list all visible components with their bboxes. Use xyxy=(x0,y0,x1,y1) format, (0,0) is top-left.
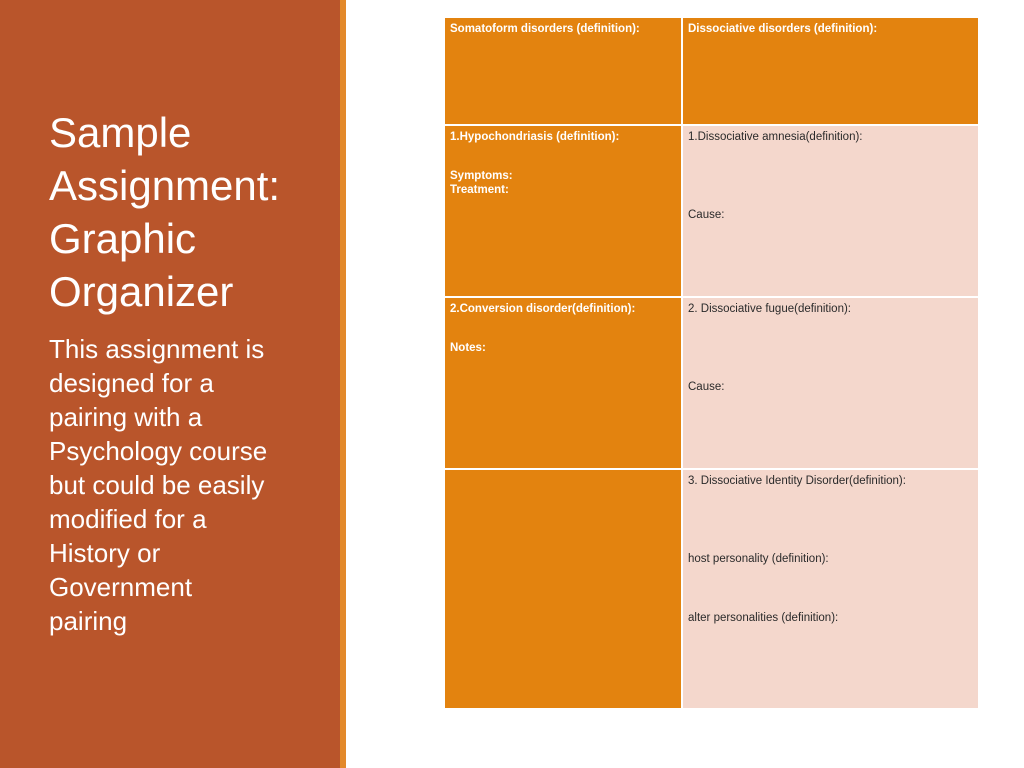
dissociative-header-label: Dissociative disorders (definition): xyxy=(688,23,878,35)
symptoms-label: Symptoms: xyxy=(450,170,513,182)
conversion-disorder-label: 2.Conversion disorder(definition): xyxy=(450,303,636,315)
amnesia-cause-label: Cause: xyxy=(688,209,725,221)
table-row-header xyxy=(444,17,979,125)
left-title-panel xyxy=(0,0,340,768)
cell-conversion-disorder xyxy=(444,297,682,469)
cell-somatoform-header xyxy=(444,17,682,125)
spacer xyxy=(688,144,973,208)
table-row-1 xyxy=(444,125,979,297)
accent-stripe xyxy=(340,0,346,768)
somatoform-header-label: Somatoform disorders (definition): xyxy=(450,23,640,35)
dissociative-fugue-label: 2. Dissociative fugue(definition): xyxy=(688,303,851,315)
cell-hypochondriasis xyxy=(444,125,682,297)
slide-subtitle: This assignment is designed for a pairing with a Psychology course but could be easily modified for a History or Government pairing xyxy=(49,334,268,636)
dissociative-amnesia-label: 1.Dissociative amnesia(definition): xyxy=(688,131,863,143)
did-label: 3. Dissociative Identity Disorder(definition): xyxy=(688,475,906,487)
spacer xyxy=(688,488,973,552)
hypochondriasis-label: 1.Hypochondriasis (definition): xyxy=(450,131,620,143)
cell-dissociative-identity-disorder xyxy=(682,469,979,709)
cell-dissociative-amnesia xyxy=(682,125,979,297)
graphic-organizer-table xyxy=(443,16,980,710)
slide-title: Sample Assignment: Graphic Organizer xyxy=(49,109,281,315)
table-row-2 xyxy=(444,297,979,469)
cell-dissociative-fugue xyxy=(682,297,979,469)
fugue-cause-label: Cause: xyxy=(688,381,725,393)
spacer xyxy=(688,566,973,611)
notes-label: Notes: xyxy=(450,342,486,354)
alter-personalities-label: alter personalities (definition): xyxy=(688,612,839,624)
spacer xyxy=(688,316,973,380)
cell-dissociative-header xyxy=(682,17,979,125)
cell-empty xyxy=(444,469,682,709)
spacer xyxy=(450,144,676,169)
host-personality-label: host personality (definition): xyxy=(688,553,829,565)
treatment-label: Treatment: xyxy=(450,184,509,196)
table-row-3 xyxy=(444,469,979,709)
spacer xyxy=(450,316,676,341)
